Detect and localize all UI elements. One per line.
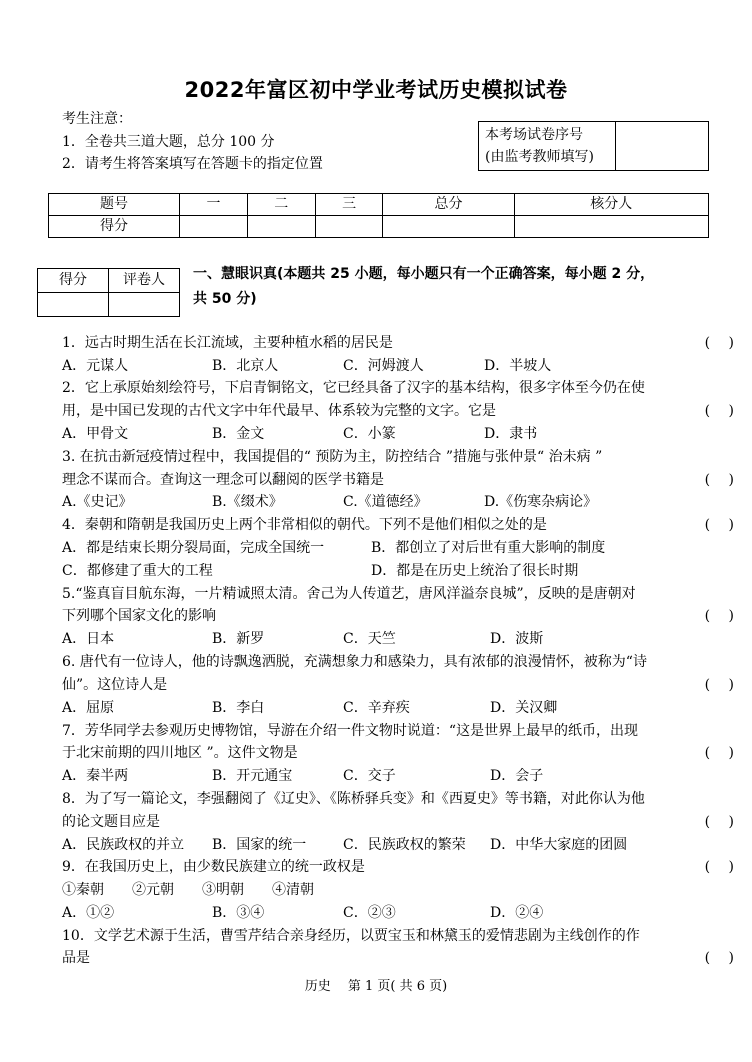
answer-paren[interactable]: ( ) [704,472,734,488]
score-row-label: 得分 [49,216,180,238]
option-b: B．金文 [212,426,265,442]
option-c: C．河姆渡人 [343,358,424,374]
option-b: B．开元通宝 [212,768,293,784]
grader-score-field[interactable] [38,293,109,317]
option-a: A.《史记》 [62,494,133,510]
question-stem: 9．在我国历史上，由少数民族建立的统一政权是 [62,859,365,875]
answer-paren[interactable]: ( ) [704,335,734,351]
option-a: A．①② [62,905,115,921]
score-table-header: 一 [180,194,248,216]
question-stem: 的论文题目应是 [62,814,160,830]
section-heading: 一、慧眼识真(本题共 25 小题，每小题只有一个正确答案，每小题 2 分， 共 50 分) [193,266,655,307]
question-stem: 1．远古时期生活在长江流域，主要种植水稻的居民是 [62,335,393,351]
grader-reviewer-field[interactable] [109,293,180,317]
score-cell[interactable] [315,216,383,238]
score-cell[interactable] [514,216,708,238]
option-b: B．③④ [212,905,265,921]
score-cell[interactable] [247,216,315,238]
option-d: D.《伤寒杂病论》 [484,494,598,510]
option-c: C．天竺 [343,631,396,647]
grader-reviewer-label: 评卷人 [109,269,180,293]
option-a: A．秦半两 [62,768,129,784]
question-stem: 10．文学艺术源于生活，曹雪芹结合亲身经历，以贾宝玉和林黛玉的爱情悲剧为主线创作的作 [62,928,640,944]
score-table-header: 核分人 [514,194,708,216]
answer-paren[interactable]: ( ) [704,608,734,624]
question-stem: 理念不谋而合。查询这一理念可以翻阅的医学书籍是 [62,472,384,488]
score-table-header: 总分 [383,194,514,216]
question-stem: 4．秦朝和隋朝是我国历史上两个非常相似的朝代。下列不是他们相似之处的是 [62,517,547,533]
score-table-header-row [49,194,709,216]
question-choices: ①秦朝 ②元朝 ③明朝 ④清朝 [62,882,314,898]
score-cell[interactable] [180,216,248,238]
option-d: D．隶书 [484,426,538,442]
option-b: B．新罗 [212,631,265,647]
option-c: C．辛弃疾 [343,700,410,716]
score-table-header: 二 [247,194,315,216]
option-d: D．中华大家庭的团圆 [490,837,628,853]
question-stem: 于北宋前期的四川地区 ”。这件文物是 [62,745,298,761]
option-d: D．②④ [490,905,544,921]
question-stem: 8．为了写一篇论文，李强翻阅了《辽史》、《陈桥驿兵变》和《西夏史》等书籍，对此你认为他 [62,791,645,807]
option-c: C．②③ [343,905,396,921]
page-footer: 历史 第 1 页( 共 6 页) [304,979,448,994]
score-table [48,193,709,238]
score-table-score-row [49,216,709,238]
option-a: A．甲骨文 [62,426,129,442]
answer-paren[interactable]: ( ) [704,814,734,830]
option-a: A．民族政权的并立 [62,837,185,853]
page-title: 2022年富区初中学业考试历史模拟试卷 [184,78,568,102]
question-stem: 用，是中国已发现的古代文字中年代最早、体系较为完整的文字。它是 [62,403,496,419]
question-stem: 7．芳华同学去参观历史博物馆，导游在介绍一件文物时说道：“这是世界上最早的纸币，出现 [62,723,639,739]
score-table-header: 三 [315,194,383,216]
grader-score-label: 得分 [38,269,109,293]
score-table-header: 题号 [49,194,180,216]
answer-paren[interactable]: ( ) [704,859,734,875]
score-cell[interactable] [383,216,514,238]
notice-item: 1．全卷共三道大题，总分 100 分 [62,134,275,150]
question-stem: 2．它上承原始刻绘符号，下启青铜铭文，它已经具备了汉字的基本结构，很多字体至今仍在使 [62,380,645,396]
option-c: C．交子 [343,768,396,784]
option-a: A．元谋人 [62,358,129,374]
option-c: C．小篆 [343,426,396,442]
seq-number-field[interactable] [616,122,709,171]
question-stem: 5.“鉴真盲目航东海，一片精诚照太清。舍己为人传道艺，唐风洋溢奈良城”，反映的是唐朝对 [62,586,636,602]
option-a: A．都是结束长期分裂局面，完成全国统一 [62,540,325,556]
grader-box [37,268,180,317]
answer-paren[interactable]: ( ) [704,677,734,693]
option-a: A．日本 [62,631,115,647]
option-c: C．民族政权的繁荣 [343,837,466,853]
seq-number-label: 本考场试卷序号 (由监考教师填写) [479,122,616,171]
option-b: B．国家的统一 [212,837,307,853]
answer-paren[interactable]: ( ) [704,517,734,533]
question-stem: 仙”。这位诗人是 [62,677,168,693]
option-b: B．北京人 [212,358,279,374]
option-d: D．半坡人 [484,358,552,374]
option-c: C．都修建了重大的工程 [62,563,213,579]
option-c: C.《道德经》 [343,494,428,510]
option-b: B．李白 [212,700,265,716]
option-d: D．波斯 [490,631,544,647]
notice-header: 考生注意： [62,111,132,127]
option-a: A．屈原 [62,700,115,716]
answer-paren[interactable]: ( ) [704,403,734,419]
seq-number-box [478,121,709,171]
option-b: B．都创立了对后世有重大影响的制度 [371,540,606,556]
option-d: D．都是在历史上统治了很长时期 [371,563,579,579]
option-b: B.《缀术》 [212,494,283,510]
question-stem: 6. 唐代有一位诗人，他的诗飘逸洒脱，充满想象力和感染力，具有浓郁的浪漫情怀，被称为“诗 [62,654,647,670]
question-stem: 品是 [62,950,90,966]
option-d: D．会子 [490,768,544,784]
question-stem: 3. 在抗击新冠疫情过程中，我国提倡的“ 预防为主，防控结合 ”措施与张仲景“ 治未病 ” [62,449,603,465]
answer-paren[interactable]: ( ) [704,745,734,761]
question-stem: 下列哪个国家文化的影响 [62,608,216,624]
notice-item: 2．请考生将答案填写在答题卡的指定位置 [62,156,323,172]
answer-paren[interactable]: ( ) [704,950,734,966]
option-d: D．关汉卿 [490,700,558,716]
